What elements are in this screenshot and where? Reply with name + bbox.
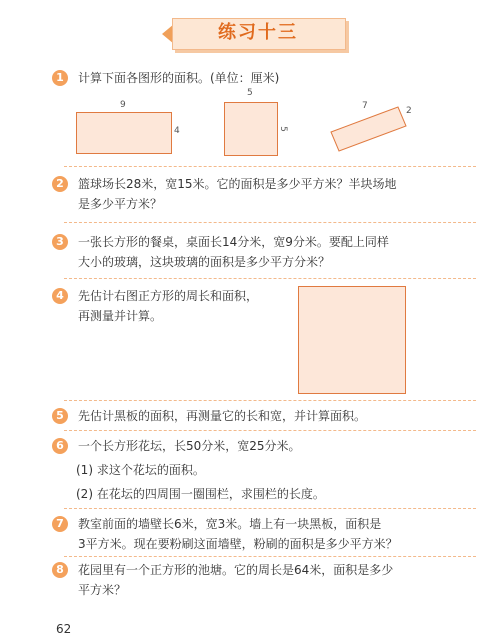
page-title: 练习十三 (218, 22, 298, 43)
divider (64, 556, 476, 557)
question-text: 教室前面的墙壁长6米，宽3米。墙上有一块黑板，面积是 (78, 517, 382, 531)
page-number: 62 (56, 622, 72, 636)
question-number: 2 (52, 176, 68, 192)
square-figure (224, 102, 278, 156)
tilted-rectangle-figure (323, 98, 413, 156)
divider (64, 508, 476, 509)
question-text: 计算下面各图形的面积。(单位：厘米) (78, 71, 280, 85)
question-text: 一个长方形花坛，长50分米，宽25分米。 (78, 439, 301, 453)
divider (64, 166, 476, 167)
rect-length-label: 9 (120, 100, 126, 110)
question-number: 8 (52, 562, 68, 578)
question-text: 3平方米。现在要粉刷这面墙壁，粉刷的面积是多少平方米？ (78, 537, 398, 551)
question-text: 篮球场长28米，宽15米。它的面积是多少平方米？半块场地 (78, 177, 397, 191)
title-banner (172, 18, 344, 50)
question-number: 1 (52, 70, 68, 86)
divider (64, 222, 476, 223)
rectangle-figure (76, 112, 172, 154)
question-number: 4 (52, 288, 68, 304)
question-number: 3 (52, 234, 68, 250)
divider (64, 430, 476, 431)
divider (64, 278, 476, 279)
square-top-label: 5 (247, 88, 253, 98)
question-subpart: (1) 求这个花坛的面积。 (76, 463, 205, 477)
question-text: 大小的玻璃，这块玻璃的面积是多少平方分米？ (78, 255, 331, 269)
rect-width-label: 4 (174, 126, 180, 136)
question-number: 6 (52, 438, 68, 454)
question-text: 一张长方形的餐桌，桌面长14分米，宽9分米。要配上同样 (78, 235, 389, 249)
square-figure-large (298, 286, 406, 394)
textbook-page (18, 0, 478, 640)
question-text: 是多少平方米？ (78, 197, 163, 211)
question-text: 先估计黑板的面积，再测量它的长和宽，并计算面积。 (78, 409, 367, 423)
square-side-label: 5 (277, 126, 288, 132)
question-text: 再测量并计算。 (78, 309, 163, 323)
question-text: 花园里有一个正方形的池塘。它的周长是64米，面积是多少 (78, 563, 394, 577)
tilted-width-label: 2 (406, 106, 412, 116)
question-text: 平方米？ (78, 583, 127, 597)
question-subpart: (2) 在花坛的四周围一圈围栏，求围栏的长度。 (76, 487, 325, 501)
tilted-length-label: 7 (362, 101, 368, 111)
question-number: 7 (52, 516, 68, 532)
question-number: 5 (52, 408, 68, 424)
question-text: 先估计右图正方形的周长和面积， (78, 289, 259, 303)
divider (64, 400, 476, 401)
